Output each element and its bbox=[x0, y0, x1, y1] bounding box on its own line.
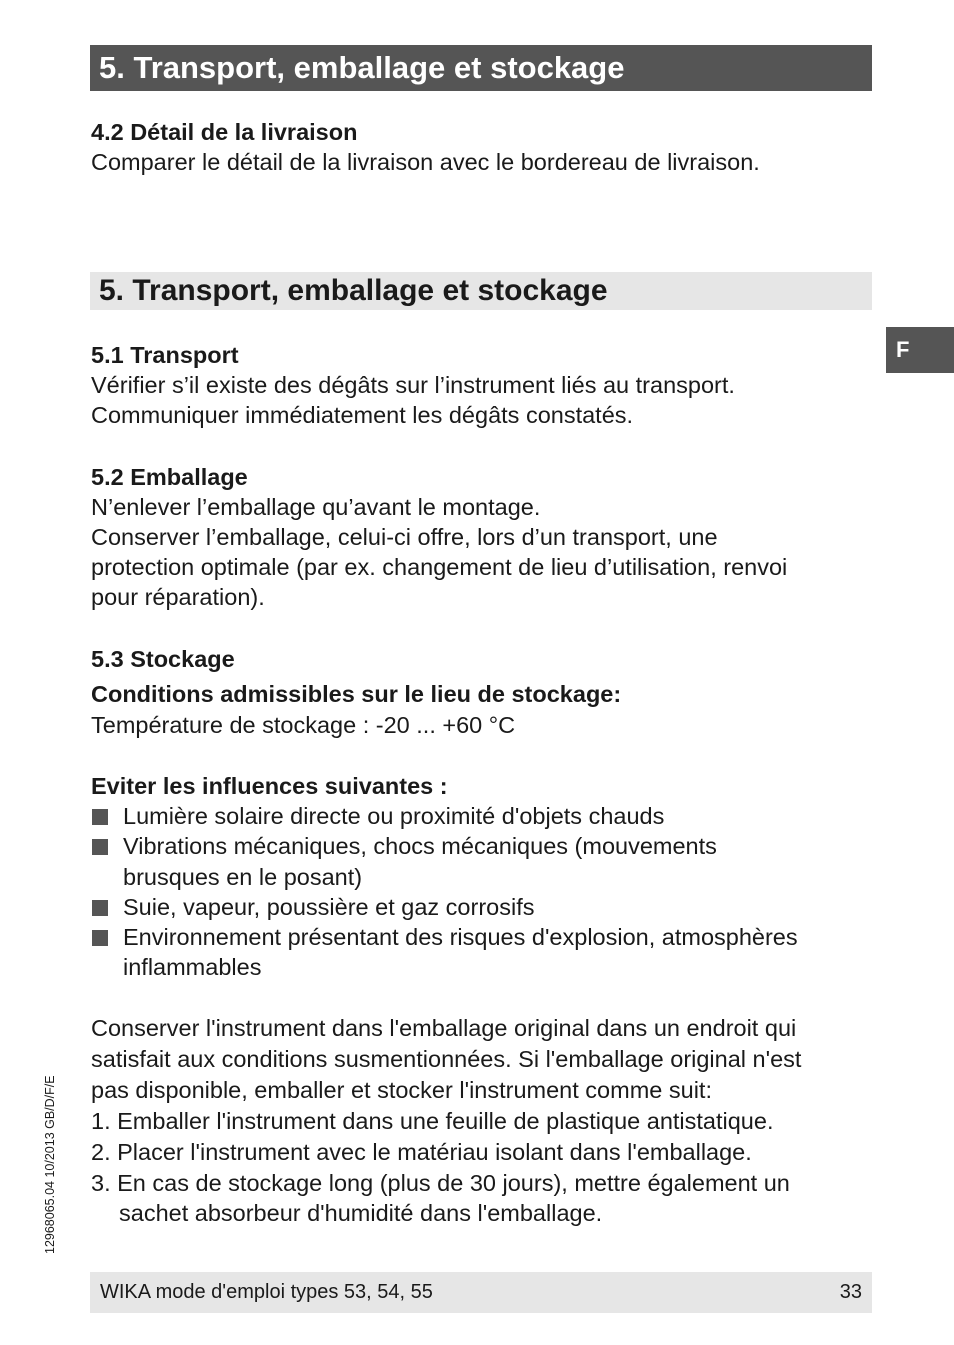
avoid-heading: Eviter les influences suivantes : bbox=[91, 773, 448, 799]
text-5-1-line: Communiquer immédiatement les dégâts constatés. bbox=[91, 402, 634, 428]
storage-step: 3. En cas de stockage long (plus de 30 jours), mettre également un bbox=[91, 1170, 790, 1196]
storage-paragraph-line: satisfait aux conditions susmentionnées. Si l'emballage original n'est bbox=[91, 1046, 802, 1072]
page-footer bbox=[90, 1272, 872, 1313]
page-number: 33 bbox=[839, 1281, 862, 1303]
text-5-2-line: N’enlever l’emballage qu’avant le montage. bbox=[91, 494, 541, 520]
bullet-square-icon bbox=[92, 839, 108, 855]
bullet-item-continuation: brusques en le posant) bbox=[123, 864, 363, 890]
heading-5-1: 5.1 Transport bbox=[91, 342, 239, 368]
text-5-1-line: Vérifier s’il existe des dégâts sur l’instrument liés au transport. bbox=[91, 372, 735, 398]
heading-5-3: 5.3 Stockage bbox=[91, 646, 235, 672]
page-header-title: 5. Transport, emballage et stockage bbox=[90, 45, 872, 91]
text-4-2-line: Comparer le détail de la livraison avec le bordereau de livraison. bbox=[91, 149, 760, 175]
text-5-2-line: Conserver l’emballage, celui-ci offre, lors d’un transport, une bbox=[91, 524, 718, 550]
bullet-square-icon bbox=[92, 809, 108, 825]
bullet-square-icon bbox=[92, 900, 108, 916]
heading-5-2: 5.2 Emballage bbox=[91, 464, 248, 490]
bullet-square-icon bbox=[92, 930, 108, 946]
bullet-item: Lumière solaire directe ou proximité d'objets chauds bbox=[123, 803, 665, 829]
bullet-item-continuation: inflammables bbox=[123, 954, 262, 980]
bullet-item: Vibrations mécaniques, chocs mécaniques (mouvements bbox=[123, 833, 717, 859]
storage-paragraph-line: Conserver l'instrument dans l'emballage original dans un endroit qui bbox=[91, 1015, 797, 1041]
bullet-item: Suie, vapeur, poussière et gaz corrosifs bbox=[123, 894, 535, 920]
text-5-2-line: pour réparation). bbox=[91, 584, 265, 610]
conditions-heading: Conditions admissibles sur le lieu de stockage: bbox=[91, 681, 622, 707]
document-code: 12968065.04 10/2013 GB/D/F/E bbox=[43, 1075, 57, 1254]
storage-step: 2. Placer l'instrument avec le matériau isolant dans l'emballage. bbox=[91, 1139, 752, 1165]
storage-temperature: Température de stockage : -20 ... +60 °C bbox=[91, 712, 516, 738]
storage-step: 1. Emballer l'instrument dans une feuille de plastique antistatique. bbox=[91, 1108, 774, 1134]
text-5-2-line: protection optimale (par ex. changement de lieu d’utilisation, renvoi bbox=[91, 554, 788, 580]
storage-step-continuation: sachet absorbeur d'humidité dans l'emballage. bbox=[119, 1200, 603, 1226]
bullet-item: Environnement présentant des risques d'explosion, atmosphères bbox=[123, 924, 798, 950]
footer-document-title: WIKA mode d'emploi types 53, 54, 55 bbox=[100, 1281, 433, 1303]
storage-paragraph-line: pas disponible, emballer et stocker l'instrument comme suit: bbox=[91, 1077, 712, 1103]
heading-4-2: 4.2 Détail de la livraison bbox=[91, 119, 358, 145]
section-title: 5. Transport, emballage et stockage bbox=[90, 272, 872, 310]
language-tab: F bbox=[886, 327, 954, 373]
